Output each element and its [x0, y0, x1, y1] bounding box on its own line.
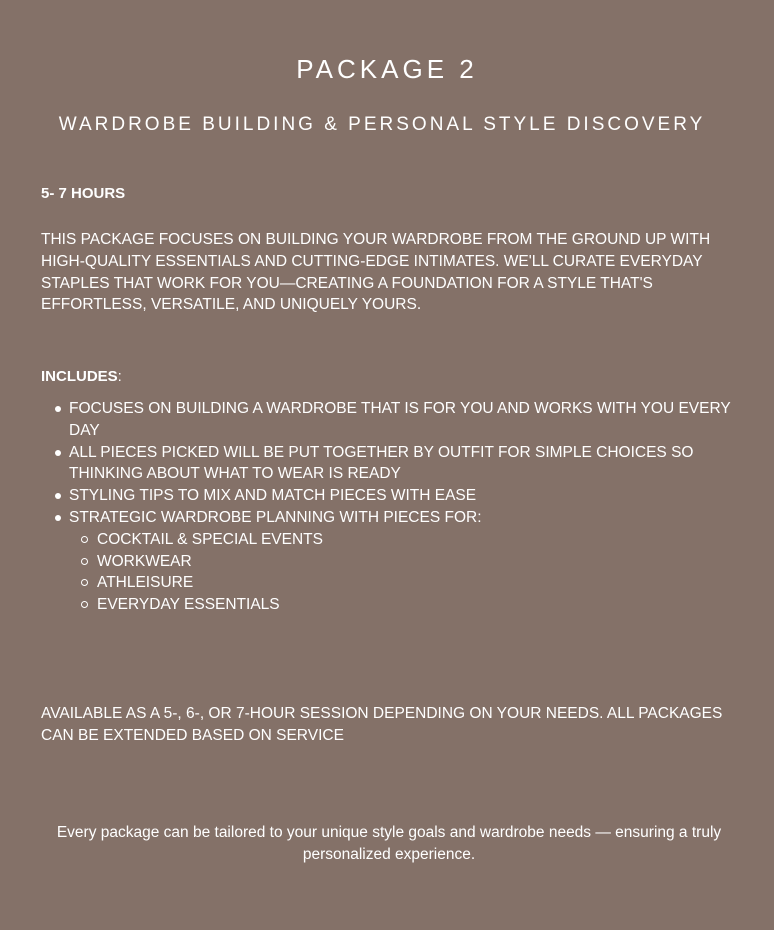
- includes-list: [41, 398, 741, 616]
- package-subtitle: WARDROBE BUILDING & PERSONAL STYLE DISCOVERY: [58, 114, 706, 135]
- includes-heading: [41, 368, 122, 385]
- wardrobe-sublist: [69, 529, 741, 616]
- footer-note: Every package can be tailored to your unique style goals and wardrobe needs — ensuring a truly personalized experience.: [56, 824, 722, 863]
- availability-note: AVAILABLE AS A 5-, 6-, OR 7-HOUR SESSION DEPENDING ON YOUR NEEDS. ALL PACKAGES CAN BE EXTENDED BASED ON SERVICE: [41, 705, 723, 744]
- duration-label: 5- 7 HOURS: [41, 185, 126, 202]
- package-description: THIS PACKAGE FOCUSES ON BUILDING YOUR WARDROBE FROM THE GROUND UP WITH HIGH-QUALITY ESSENTIALS AND CUTTING-EDGE INTIMATES. WE'LL CURATE EVERYDAY STAPLES THAT WORK FOR YOU—CREATING A FOUNDATION FOR A STYLE THAT'S EFFORTLESS, VERSATILE, AND UNIQUELY YOURS.: [41, 231, 711, 314]
- sublist-item: WORKWEAR: [69, 551, 741, 573]
- list-item: FOCUSES ON BUILDING A WARDROBE THAT IS FOR YOU AND WORKS WITH YOU EVERY DAY: [41, 398, 741, 442]
- sublist-item: ATHLEISURE: [69, 572, 741, 594]
- sublist-item: EVERYDAY ESSENTIALS: [69, 594, 741, 616]
- list-item: ALL PIECES PICKED WILL BE PUT TOGETHER BY OUTFIT FOR SIMPLE CHOICES SO THINKING ABOUT WHAT TO WEAR IS READY: [41, 442, 741, 486]
- includes-colon: :: [117, 368, 122, 385]
- list-item: STYLING TIPS TO MIX AND MATCH PIECES WITH EASE: [41, 485, 741, 507]
- package-title: PACKAGE 2: [296, 54, 478, 84]
- list-item-with-sublist: [41, 507, 741, 616]
- list-item: STRATEGIC WARDROBE PLANNING WITH PIECES FOR:: [69, 508, 482, 526]
- includes-label: INCLUDES: [41, 368, 118, 385]
- sublist-item: COCKTAIL & SPECIAL EVENTS: [69, 529, 741, 551]
